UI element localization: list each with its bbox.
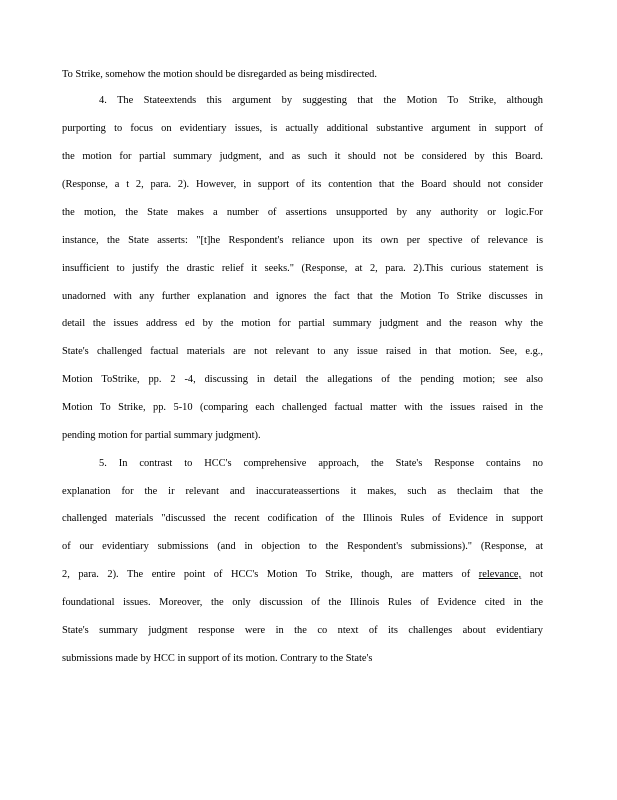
text-line: challenged materials "discussed the recent codification of the Illinois Rules of Evidence in support: [62, 513, 543, 524]
paragraph-5-start: 5. In contrast to HCC's comprehensive approach, the State's Response contains no: [99, 458, 543, 469]
text-line: State's summary judgment response were in the co ntext of its challenges about evidentiary: [62, 625, 543, 636]
underlined-word: relevance,: [478, 569, 522, 580]
text-line: of our evidentiary submissions (and in objection to the Respondent's submissions)." (Response, at: [62, 541, 543, 552]
text-line-with-underline: [62, 569, 543, 581]
text-line: unadorned with any further explanation and ignores the fact that the Motion To Strike discusses in: [62, 291, 543, 302]
text-line: (Response, a t 2, para. 2). However, in support of its contention that the Board should not consider: [62, 179, 543, 190]
text-line: pending motion for partial summary judgment).: [62, 430, 261, 441]
text-line: instance, the State asserts: "[t]he Respondent's reliance upon its own per spective of relevance is: [62, 235, 543, 246]
text-line: foundational issues. Moreover, the only discussion of the Illinois Rules of Evidence cited in the: [62, 597, 543, 608]
text-line: Motion ToStrike, pp. 2 -4, discussing in detail the allegations of the pending motion; see also: [62, 374, 543, 385]
text-line: Motion To Strike, pp. 5-10 (comparing each challenged factual matter with the issues raised in the: [62, 402, 543, 413]
text-line: insufficient to justify the drastic relief it seeks." (Response, at 2, para. 2).This curious statement is: [62, 263, 543, 274]
text-line: detail the issues address ed by the motion for partial summary judgment and the reason why the: [62, 318, 543, 329]
text-line: To Strike, somehow the motion should be disregarded as being misdirected.: [62, 69, 377, 80]
text-line: purporting to focus on evidentiary issues, is actually additional substantive argument in support of: [62, 123, 543, 134]
text-line: submissions made by HCC in support of its motion. Contrary to the State's: [62, 653, 373, 664]
line-after-underline: not: [529, 569, 543, 580]
text-line: State's challenged factual materials are not relevant to any issue raised in that motion. See, e.g.,: [62, 346, 543, 357]
text-line: the motion, the State makes a number of assertions unsupported by any authority or logic.For: [62, 207, 543, 218]
paragraph-4-start: 4. The Stateextends this argument by suggesting that the Motion To Strike, although: [99, 95, 543, 106]
line-before-underline: 2, para. 2). The entire point of HCC's Motion To Strike, though, are matters of: [62, 569, 471, 580]
text-line: explanation for the ir relevant and inaccurateassertions it makes, such as theclaim that the: [62, 486, 543, 497]
text-line: the motion for partial summary judgment, and as such it should not be considered by this Board.: [62, 151, 543, 162]
